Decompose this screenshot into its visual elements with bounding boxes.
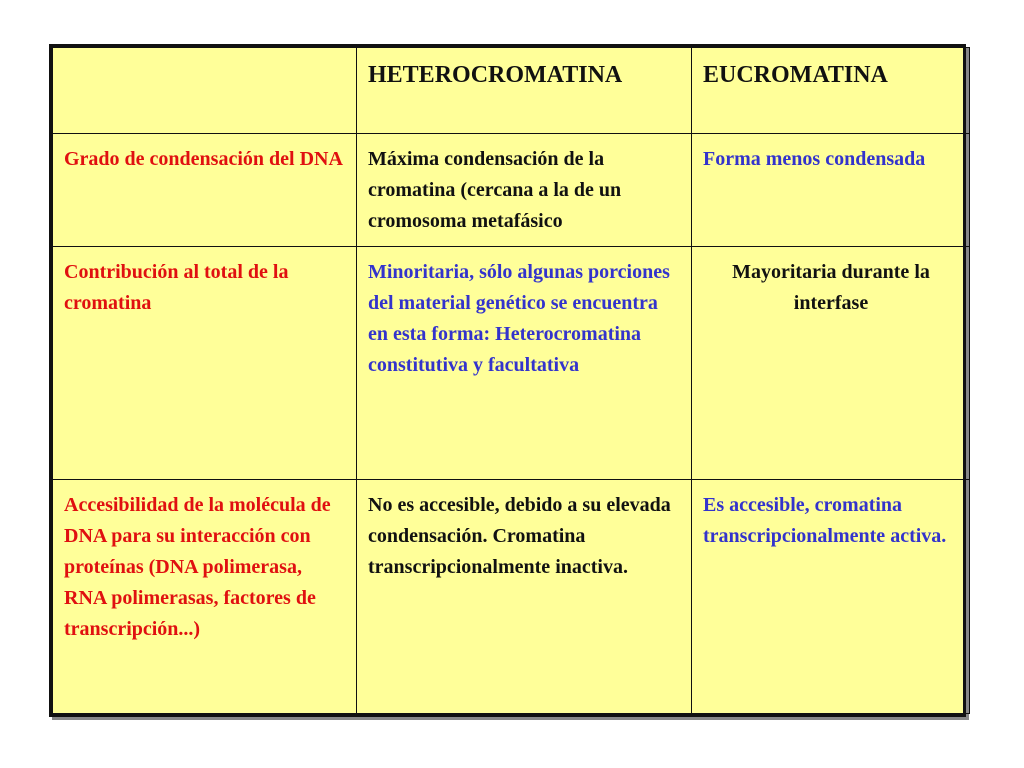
row-criterion-contribution: Contribución al total de la cromatina: [53, 247, 357, 480]
header-empty-cell: [53, 48, 357, 134]
row-heterocromatina-accessibility: No es accesible, debido a su elevada condensación. Cromatina transcripcionalmente inactiva.: [357, 480, 692, 714]
row-criterion-condensation: Grado de condensación del DNA: [53, 134, 357, 247]
row-eucromatina-condensation: Forma menos condensada: [692, 134, 970, 247]
row-heterocromatina-condensation: Máxima condensación de la cromatina (cercana a la de un cromosoma metafásico: [357, 134, 692, 247]
row-heterocromatina-contribution: Minoritaria, sólo algunas porciones del material genético se encuentra en esta forma: Heterocromatina constitutiva y facultativa: [357, 247, 692, 480]
header-row: [53, 48, 970, 134]
table-row: [53, 247, 970, 480]
table-row: [53, 134, 970, 247]
comparison-table-frame: [49, 44, 966, 717]
table-row: [53, 480, 970, 714]
row-eucromatina-contribution: Mayoritaria durante la interfase: [692, 247, 970, 480]
row-eucromatina-accessibility: Es accesible, cromatina transcripcionalmente activa.: [692, 480, 970, 714]
header-eucromatina: EUCROMATINA: [692, 48, 970, 134]
header-heterocromatina: HETEROCROMATINA: [357, 48, 692, 134]
comparison-table: [52, 47, 970, 714]
row-criterion-accessibility: Accesibilidad de la molécula de DNA para su interacción con proteínas (DNA polimerasa, RNA polimerasas, factores de transcripción...): [53, 480, 357, 714]
